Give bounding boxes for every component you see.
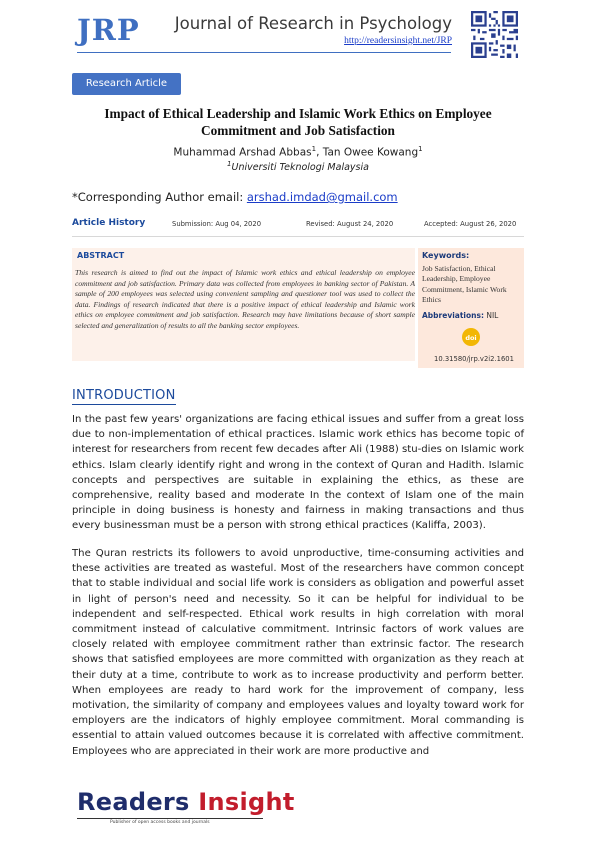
affiliation-mark: 1 xyxy=(227,160,232,168)
header-divider xyxy=(77,52,451,53)
abstract-heading: ABSTRACT xyxy=(77,251,125,260)
keywords-text: Job Satisfaction, Ethical Leadership, Employee Commitment, Islamic Work Ethics xyxy=(422,264,507,305)
abbreviations xyxy=(422,311,498,320)
accepted-date: Accepted: August 26, 2020 xyxy=(424,220,517,228)
footer-divider xyxy=(77,818,263,819)
publisher-logo-part1: Readers xyxy=(77,788,199,816)
author-affiliation-mark: 1 xyxy=(418,145,423,153)
doi-icon-text: doi xyxy=(465,334,477,342)
body-paragraph: The Quran restricts its followers to avoid unproductive, time-consuming activities and these activities are treated as wasteful. Most of the researchers have common concept that to stable individual and social life work is considers as obligation and powerful asset in light of person's need and necessity. So it can be helpful for individual to be independent and self-respected. Ethical work results in high correlation with moral commitment instead of calculative commitment. Intrinsic factors of work values are closely related with employee commitment rather than extrinsic factor. The research shows that satisfied employees are more committed with organization as they reach at their duty at a time, contribute to work as to increase productivity and perform better. When employees are ready to hard work for the improvement of company, less motivation, the similarity of company and employees values and loyalty toward work for employers are the indicators of highly employee commitment. Moral commanding is essential to attain valued outcomes because it is correlated with affective commitment. Employees who are appreciated in their work are more productive and xyxy=(72,548,524,757)
author-name: Muhammad Arshad Abbas xyxy=(173,146,312,159)
body-paragraph: In the past few years' organizations are facing ethical issues and suffer from a great loss due to non-implementation of ethical practices. Islamic work ethics has become topic of interest for researchers from recent few decades after Ali (1988) stu-dies on Islamic work ethics. Islam clearly identify right and wrong in the context of Quran and Hadith. Islamic concepts and perspectives are suitable in explaining the ethics, as these are comprehensive, reality based and moderate In the context of Islam one of the main principle in doing business is honesty and fairness in making transactions and thus every businessman must be a person with strong ethical practices (Kaliffa, 2003). xyxy=(72,414,524,532)
corresponding-email-link[interactable]: arshad.imdad@gmail.com xyxy=(246,190,398,204)
author-list: Muhammad Arshad Abbas$^1$, Tan Owee Kowang$^1$ xyxy=(173,145,423,159)
publisher-logo xyxy=(77,788,295,816)
affiliation xyxy=(72,160,524,173)
qr-code-icon xyxy=(471,11,518,58)
publisher-tagline: Publisher of open access books and journals xyxy=(110,820,210,825)
corresponding-label: *Corresponding Author email: xyxy=(72,190,247,204)
abbreviations-label: Abbreviations: xyxy=(422,311,484,320)
abbreviations-value: NIL xyxy=(486,311,499,320)
doi-icon[interactable] xyxy=(462,328,480,346)
journal-url-link[interactable]: http://readersinsight.net/JRP xyxy=(344,36,452,46)
abstract-text: This research is aimed to find out the impact of Islamic work ethics and ethical leadership on employee commitment and job satisfaction. Primary data was collected from employees in banking sector of Pakistan. A sample of 200 employees was selected using convenient sampling and questioner tool was used to collect the data. Findings of research indicated that there is a positive impact of ethical leadership and Islamic work ethics on employee commitment and job satisfaction. Research may have limitations because of short sample selected and generalization of results to all the banking sector employees. xyxy=(75,268,415,330)
journal-title: Journal of Research in Psychology xyxy=(174,14,452,33)
paper-title: Impact of Ethical Leadership and Islamic Work Ethics on Employee Commitment and Job Satisfaction xyxy=(104,106,492,138)
doi-link[interactable]: 10.31580/jrp.v2i2.1601 xyxy=(434,355,514,363)
publisher-logo-part2: Insight xyxy=(198,788,295,816)
section-heading-introduction: INTRODUCTION xyxy=(72,388,176,403)
affiliation-name: Universiti Teknologi Malaysia xyxy=(231,162,369,174)
revised-date: Revised: August 24, 2020 xyxy=(306,220,394,228)
corresponding-author xyxy=(72,190,398,204)
article-type-badge: Research Article xyxy=(72,73,181,95)
history-divider xyxy=(72,236,524,237)
article-history-label: Article History xyxy=(72,218,146,228)
submission-date: Submission: Aug 04, 2020 xyxy=(172,220,262,228)
author-affiliation-mark: 1 xyxy=(311,145,317,153)
journal-logo: JRP xyxy=(77,13,140,47)
author-name: Tan Owee Kowang xyxy=(322,146,419,159)
keywords-heading: Keywords: xyxy=(422,251,470,260)
section-heading-underline xyxy=(72,404,176,405)
